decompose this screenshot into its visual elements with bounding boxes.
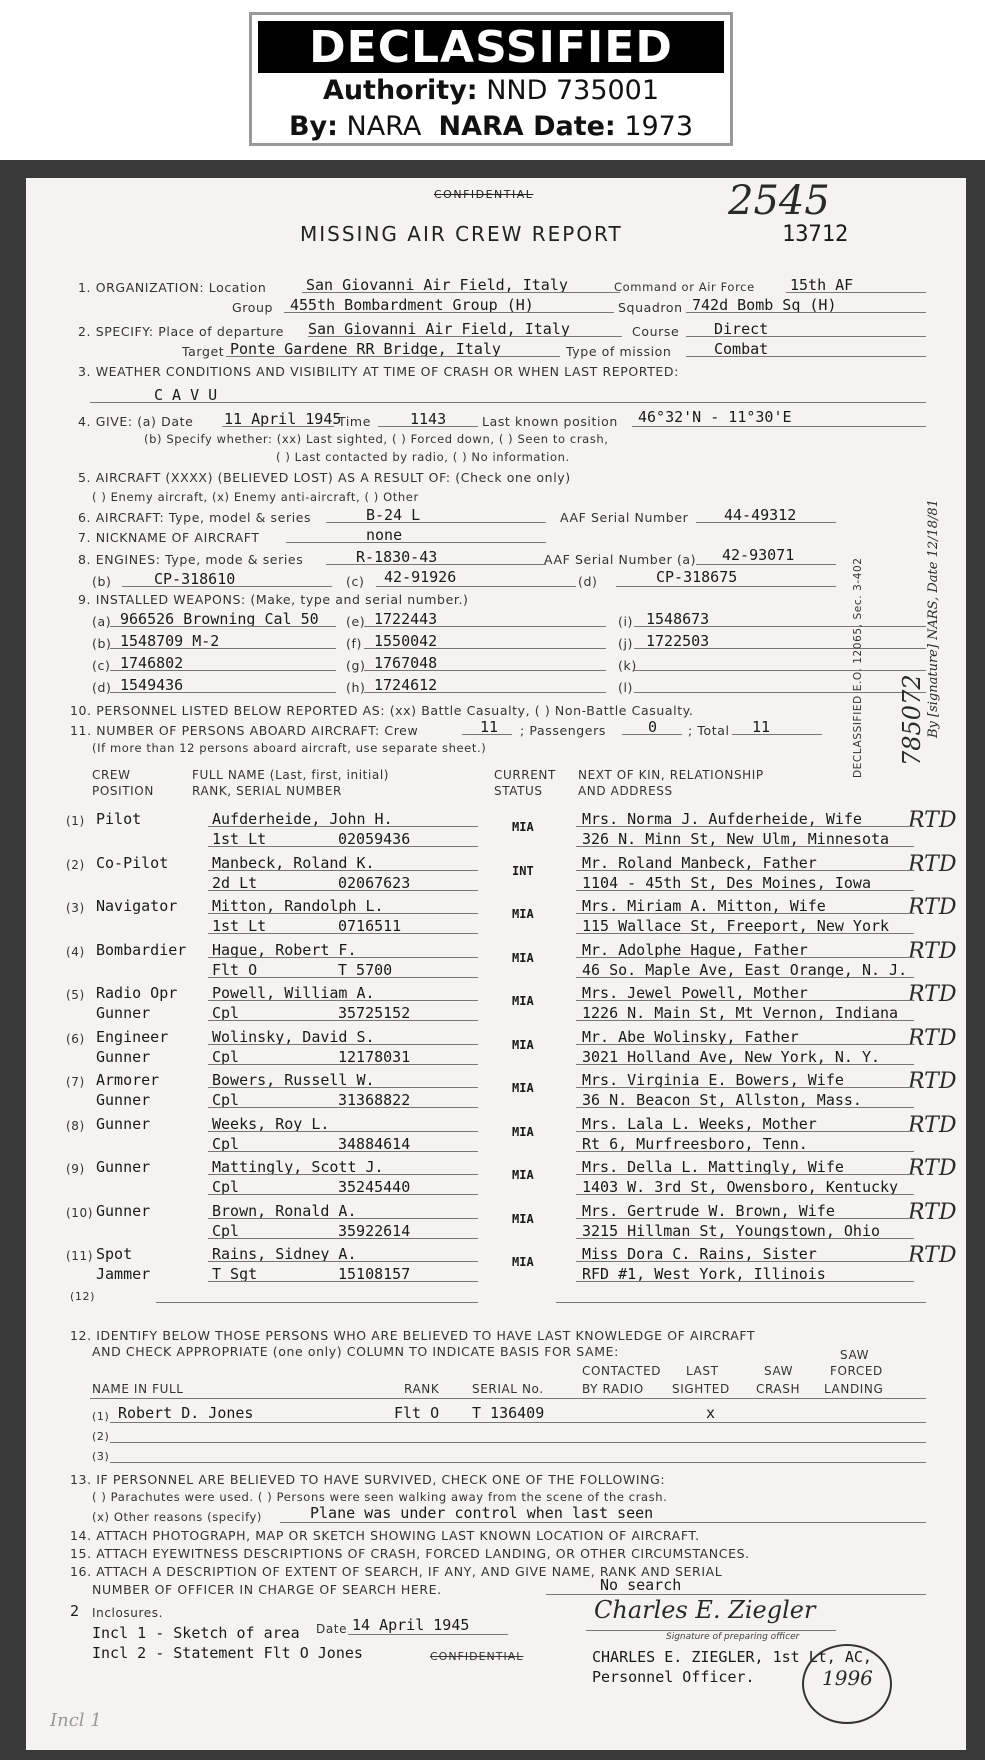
course-label: Course: [632, 324, 680, 339]
s12-row3-num: (3): [92, 1450, 110, 1463]
crew-name: Bowers, Russell W.: [212, 1071, 375, 1089]
officer-signature: Charles E. Ziegler: [594, 1596, 816, 1624]
engine-d-label: (d): [578, 574, 598, 589]
crew-rank: Flt O: [212, 960, 258, 979]
corner-note: Incl 1: [50, 1710, 102, 1731]
give-label: 4. GIVE: (a) Date: [78, 414, 194, 429]
crew-number: (4): [66, 944, 85, 959]
crew-position: Navigator: [96, 897, 178, 915]
crew-rtd-note: RTD: [908, 1025, 957, 1051]
weapon-label: (k): [618, 658, 637, 673]
crew-status: MIA: [512, 1255, 534, 1269]
weapon-label: (e): [346, 614, 366, 629]
other-reason-value: Plane was under control when last seen: [310, 1504, 654, 1522]
h-last: LAST: [686, 1364, 719, 1378]
total-label: ; Total: [688, 723, 730, 738]
crew-rtd-note: RTD: [908, 851, 957, 877]
target-label: Target: [182, 344, 225, 359]
mission-value: Combat: [714, 340, 769, 358]
footer-date-value: 14 April 1945: [352, 1616, 470, 1634]
crew-number: (10): [66, 1205, 94, 1220]
crew-address: 1403 W. 3rd St, Owensboro, Kentucky: [582, 1178, 899, 1196]
crew-number: (2): [66, 857, 85, 872]
specify-b: (b) Specify whether: (xx) Last sighted, ( ) Forced down, ( ) Seen to crash,: [144, 432, 609, 446]
weapon-label: (d): [92, 680, 112, 695]
crew-number: (1): [66, 814, 85, 828]
specify-label: 2. SPECIFY: Place of departure: [78, 324, 285, 339]
date-value: 11 April 1945: [224, 410, 342, 428]
engine-aaf-label: AAF Serial Number (a): [544, 552, 697, 567]
squadron-value: 742d Bomb Sq (H): [692, 296, 837, 314]
circled-number-text: 1996: [822, 1666, 873, 1690]
weather-label: 3. WEATHER CONDITIONS AND VISIBILITY AT TIME OF CRASH OR WHEN LAST REPORTED:: [78, 364, 679, 379]
nara-date-label: NARA Date:: [438, 111, 616, 142]
crew-number: (8): [66, 1118, 85, 1133]
stamp-title: DECLASSIFIED: [258, 21, 724, 73]
target-value: Ponte Gardene RR Bridge, Italy: [230, 340, 501, 358]
persons-label: 11. NUMBER OF PERSONS ABOARD AIRCRAFT: Crew: [70, 723, 419, 738]
crew-name: Hague, Robert F.: [212, 940, 357, 959]
engines-value: R-1830-43: [356, 548, 438, 566]
section12-line2: AND CHECK APPROPRIATE (one only) COLUMN TO INDICATE BASIS FOR SAME:: [92, 1344, 619, 1359]
section13-line3: (x) Other reasons (specify): [92, 1510, 263, 1524]
inclosure-1: Incl 1 - Sketch of area: [92, 1624, 300, 1642]
col-next-of-kin: NEXT OF KIN, RELATIONSHIP: [578, 768, 764, 782]
weapon-serial: 1550042: [374, 632, 438, 650]
weapon-label: (i): [618, 614, 634, 629]
crew-number: (3): [66, 901, 85, 915]
crew-serial: 0716511: [338, 917, 402, 935]
h-name-in-full: NAME IN FULL: [92, 1382, 184, 1396]
crew-rank: Cpl: [212, 1091, 240, 1109]
col-crew: CREW: [92, 768, 131, 782]
weapon-serial: 1724612: [374, 676, 438, 694]
crew-address: 3215 Hillman St, Youngstown, Ohio: [582, 1221, 881, 1240]
officer-name: CHARLES E. ZIEGLER, 1st Lt, AC,: [592, 1648, 872, 1666]
crew-name: Powell, William A.: [212, 984, 375, 1002]
weapon-serial: 1722443: [374, 610, 438, 628]
h-landing: LANDING: [824, 1382, 884, 1396]
crew-next-of-kin: Mrs. Miriam A. Mitton, Wife: [582, 897, 826, 915]
page-title: MISSING AIR CREW REPORT: [300, 222, 623, 246]
weapon-serial: 1722503: [646, 632, 710, 650]
engine-b-label: (b): [92, 574, 112, 589]
crew-address: Rt 6, Murfreesboro, Tenn.: [582, 1134, 808, 1153]
crew-status: MIA: [512, 1037, 534, 1052]
crew-number: (7): [66, 1075, 85, 1089]
crew-address: 1104 - 45th St, Des Moines, Iowa: [582, 873, 871, 892]
s12-row1-rank: Flt O: [394, 1404, 440, 1422]
weapon-label: (c): [92, 658, 111, 673]
section16-line2: NUMBER OF OFFICER IN CHARGE OF SEARCH HERE.: [92, 1582, 442, 1597]
crew-serial: 35725152: [338, 1004, 411, 1022]
crew-address: 1226 N. Main St, Mt Vernon, Indiana: [582, 1004, 899, 1022]
crew-serial: 31368822: [338, 1091, 411, 1109]
engines-label: 8. ENGINES: Type, mode & series: [78, 552, 304, 567]
weapon-serial: 1548673: [646, 610, 710, 628]
group-label: Group: [232, 300, 274, 315]
crew-name: Manbeck, Roland K.: [212, 853, 375, 872]
h-crash: CRASH: [756, 1382, 801, 1396]
section16-line1: 16. ATTACH A DESCRIPTION OF EXTENT OF SEARCH, IF ANY, AND GIVE NAME, RANK AND SERIAL: [70, 1564, 723, 1579]
crew-status: MIA: [512, 820, 534, 834]
col-current: CURRENT: [494, 768, 556, 782]
crew-next-of-kin: Mrs. Della L. Mattingly, Wife: [582, 1158, 844, 1176]
crew-number: (11): [66, 1249, 94, 1263]
crew-status: MIA: [512, 1211, 534, 1226]
crew-rtd-note: RTD: [908, 1069, 957, 1094]
crew-rtd-note: RTD: [908, 982, 957, 1007]
s12-row1-serial: T 136409: [472, 1404, 545, 1422]
col-status: STATUS: [494, 784, 543, 798]
crew-address: 3021 Holland Ave, New York, N. Y.: [582, 1047, 881, 1066]
officer-title: Personnel Officer.: [592, 1668, 755, 1686]
weapon-serial: 1767048: [374, 654, 438, 672]
crew-name: Aufderheide, John H.: [212, 810, 393, 828]
crew-next-of-kin: Mrs. Gertrude W. Brown, Wife: [582, 1201, 835, 1220]
crew-address: RFD #1, West York, Illinois: [582, 1265, 826, 1283]
personnel-label: 10. PERSONNEL LISTED BELOW REPORTED AS: (xx) Battle Casualty, ( ) Non-Battle Casualty.: [70, 703, 694, 718]
weapon-label: (l): [618, 680, 634, 695]
nara-date-value: 1973: [624, 111, 694, 142]
inclosures-label: Inclosures.: [92, 1606, 163, 1620]
report-number: 13712: [782, 222, 849, 247]
by-label: By:: [288, 111, 338, 142]
crew-status: MIA: [512, 1168, 534, 1182]
crew-next-of-kin: Mrs. Norma J. Aufderheide, Wife: [582, 810, 862, 828]
stamp-authority: [252, 73, 730, 109]
course-value: Direct: [714, 320, 769, 338]
s12-row1-num: (1): [92, 1410, 110, 1423]
section13-line2: ( ) Parachutes were used. ( ) Persons were seen walking away from the scene of the crash.: [92, 1490, 668, 1504]
crew-name: Wolinsky, David S.: [212, 1027, 375, 1046]
crew-rank: Cpl: [212, 1004, 240, 1022]
weapon-label: (b): [92, 636, 112, 651]
crew-position: Co-Pilot: [96, 853, 169, 872]
crew-position: Armorer: [96, 1071, 160, 1089]
crew-status: MIA: [512, 1081, 534, 1095]
handwritten-number: 2545: [728, 178, 830, 224]
command-label: Command or Air Force: [614, 280, 755, 294]
aircraft-aaf-label: AAF Serial Number: [560, 510, 689, 525]
footer-confidential: CONFIDENTIAL: [430, 1650, 524, 1663]
crew-address: 46 So. Maple Ave, East Orange, N. J.: [582, 960, 908, 979]
weapon-label: (j): [618, 636, 634, 651]
crew-position-2: Gunner: [96, 1047, 151, 1066]
crew-position-2: Jammer: [96, 1265, 151, 1283]
col-rank-serial: RANK, SERIAL NUMBER: [192, 784, 342, 798]
h-saw2: SAW: [840, 1348, 870, 1362]
section12-line1: 12. IDENTIFY BELOW THOSE PERSONS WHO ARE BELIEVED TO HAVE LAST KNOWLEDGE OF AIRCRAFT: [70, 1328, 756, 1343]
weapons-label: 9. INSTALLED WEAPONS: (Make, type and serial number.): [78, 592, 469, 607]
squadron-label: Squadron: [618, 300, 683, 315]
crew-name: Brown, Ronald A.: [212, 1201, 357, 1220]
crew-serial: 35922614: [338, 1221, 411, 1240]
specify-b2: ( ) Last contacted by radio, ( ) No information.: [276, 450, 570, 464]
col-address: AND ADDRESS: [578, 784, 673, 798]
org-label: 1. ORGANIZATION: Location: [78, 280, 267, 295]
crew-status: MIA: [512, 950, 534, 965]
col-full-name: FULL NAME (Last, first, initial): [192, 768, 390, 782]
crew-serial: 34884614: [338, 1134, 411, 1153]
engine-b-value: CP-318610: [154, 570, 236, 588]
s12-row1-sighted-mark: x: [706, 1404, 716, 1422]
crew-number: (6): [66, 1031, 85, 1046]
crew-rtd-note: RTD: [908, 1156, 957, 1181]
crew-status: MIA: [512, 907, 534, 921]
crew-rank: Cpl: [212, 1178, 240, 1196]
crew-address: 326 N. Minn St, New Ulm, Minnesota: [582, 830, 890, 848]
footer-date-label: Date: [316, 1622, 348, 1636]
engine-c-value: 42-91926: [384, 568, 457, 586]
crew-rank: 1st Lt: [212, 917, 267, 935]
crew-count: 11: [480, 718, 499, 736]
crew-number: (5): [66, 988, 85, 1002]
crew-rank: Cpl: [212, 1134, 240, 1153]
nickname-label: 7. NICKNAME OF AIRCRAFT: [78, 530, 260, 545]
weapon-label: (h): [346, 680, 366, 695]
aircraft-type-label: 6. AIRCRAFT: Type, model & series: [78, 510, 312, 525]
weapon-label: (g): [346, 658, 366, 673]
passengers-label: ; Passengers: [520, 723, 606, 738]
crew-row-12: (12): [70, 1290, 95, 1303]
by-value: NARA: [346, 111, 422, 142]
persons-note: (If more than 12 persons aboard aircraft, use separate sheet.): [92, 741, 487, 755]
crew-rtd-note: RTD: [908, 938, 957, 964]
weapon-label: (a): [92, 614, 112, 629]
crew-serial: 02059436: [338, 830, 411, 848]
crew-number: (9): [66, 1162, 85, 1176]
engine-a-value: 42-93071: [722, 546, 795, 564]
crew-next-of-kin: Mrs. Lala L. Weeks, Mother: [582, 1114, 817, 1133]
crew-rank: Cpl: [212, 1221, 240, 1240]
engine-d-value: CP-318675: [656, 568, 738, 586]
crew-serial: T 5700: [338, 960, 393, 979]
col-position: POSITION: [92, 784, 154, 798]
crew-rank: T Sgt: [212, 1265, 258, 1283]
crew-position: Gunner: [96, 1114, 151, 1133]
departure-value: San Giovanni Air Field, Italy: [308, 320, 570, 338]
crew-status: MIA: [512, 1124, 534, 1139]
crew-rank: 2d Lt: [212, 873, 258, 892]
crew-rtd-note: RTD: [908, 1243, 957, 1268]
h-rank: RANK: [404, 1382, 440, 1396]
mission-label: Type of mission: [566, 344, 672, 359]
crew-position: Gunner: [96, 1158, 151, 1176]
position-value: 46°32'N - 11°30'E: [638, 408, 792, 426]
crew-next-of-kin: Mr. Abe Wolinsky, Father: [582, 1027, 799, 1046]
declassified-stamp: [249, 12, 733, 146]
authority-value: NND 735001: [486, 75, 660, 106]
crew-position: Engineer: [96, 1027, 169, 1046]
crew-position-2: Gunner: [96, 1091, 151, 1109]
crew-rtd-note: RTD: [908, 1112, 957, 1138]
crew-status: INT: [512, 863, 534, 878]
crew-serial: 35245440: [338, 1178, 411, 1196]
s12-row1-name: Robert D. Jones: [118, 1404, 254, 1422]
crew-address: 36 N. Beacon St, Allston, Mass.: [582, 1091, 862, 1109]
margin-number: 785072: [898, 674, 926, 766]
crew-serial: 15108157: [338, 1265, 411, 1283]
aircraft-type-value: B-24 L: [366, 506, 421, 524]
crew-rtd-note: RTD: [908, 1199, 957, 1225]
section14: 14. ATTACH PHOTOGRAPH, MAP OR SKETCH SHOWING LAST KNOWN LOCATION OF AIRCRAFT.: [70, 1528, 700, 1543]
weapon-serial: 1548709 M-2: [120, 632, 220, 650]
weather-value: C A V U: [154, 386, 218, 404]
signature-caption: Signature of preparing officer: [666, 1632, 800, 1642]
h-contacted: CONTACTED: [582, 1364, 662, 1378]
section15: 15. ATTACH EYEWITNESS DESCRIPTIONS OF CRASH, FORCED LANDING, OR OTHER CIRCUMSTANCES.: [70, 1546, 750, 1561]
crew-position: Pilot: [96, 810, 142, 828]
crew-position-2: Gunner: [96, 1004, 151, 1022]
confidential-mark: CONFIDENTIAL: [434, 188, 534, 201]
s12-row2-num: (2): [92, 1430, 110, 1443]
passengers-count: 0: [648, 718, 658, 736]
crew-name: Rains, Sidney A.: [212, 1245, 357, 1263]
position-label: Last known position: [482, 414, 618, 429]
inclosure-count: 2: [70, 1602, 80, 1620]
inclosure-2: Incl 2 - Statement Flt O Jones: [92, 1644, 363, 1662]
crew-name: Mattingly, Scott J.: [212, 1158, 384, 1176]
crew-position: Bombardier: [96, 940, 187, 959]
h-saw: SAW: [764, 1364, 794, 1378]
stamp-by: [252, 109, 730, 145]
aircraft-lost-options: ( ) Enemy aircraft, (x) Enemy anti-aircraft, ( ) Other: [92, 490, 419, 504]
crew-next-of-kin: Mrs. Virginia E. Bowers, Wife: [582, 1071, 844, 1089]
crew-position: Gunner: [96, 1201, 151, 1220]
crew-address: 115 Wallace St, Freeport, New York: [582, 917, 890, 935]
crew-next-of-kin: Mr. Roland Manbeck, Father: [582, 853, 817, 872]
aircraft-aaf-value: 44-49312: [724, 506, 797, 524]
aircraft-lost-label: 5. AIRCRAFT (XXXX) (BELIEVED LOST) AS A RESULT OF: (Check one only): [78, 470, 571, 485]
crew-serial: 02067623: [338, 873, 411, 892]
org-location: San Giovanni Air Field, Italy: [306, 276, 568, 294]
weapon-serial: 1746802: [120, 654, 184, 672]
weapon-serial: 966526 Browning Cal 50: [120, 610, 319, 628]
crew-rtd-note: RTD: [908, 808, 957, 833]
crew-rtd-note: RTD: [908, 895, 957, 920]
crew-next-of-kin: Mrs. Jewel Powell, Mother: [582, 984, 808, 1002]
group-value: 455th Bombardment Group (H): [290, 296, 534, 314]
weapon-label: (f): [346, 636, 362, 651]
crew-status: MIA: [512, 994, 534, 1008]
h-serial: SERIAL No.: [472, 1382, 544, 1396]
crew-next-of-kin: Miss Dora C. Rains, Sister: [582, 1245, 817, 1263]
crew-next-of-kin: Mr. Adolphe Hague, Father: [582, 940, 808, 959]
crew-rank: Cpl: [212, 1047, 240, 1066]
total-count: 11: [752, 718, 771, 736]
time-label: Time: [338, 414, 371, 429]
authority-label: Authority:: [322, 75, 478, 106]
margin-declassified: DECLASSIFIED E.O. 12065, Sec. 3-402: [852, 557, 864, 778]
crew-name: Weeks, Roy L.: [212, 1114, 330, 1133]
crew-rank: 1st Lt: [212, 830, 267, 848]
crew-name: Mitton, Randolph L.: [212, 897, 384, 915]
h-forced: FORCED: [830, 1364, 883, 1378]
time-value: 1143: [410, 410, 447, 428]
crew-position: Radio Opr: [96, 984, 178, 1002]
engine-c-label: (c): [346, 574, 365, 589]
margin-by: By [signature] NARS, Date 12/18/81: [926, 499, 941, 738]
section13-line1: 13. IF PERSONNEL ARE BELIEVED TO HAVE SURVIVED, CHECK ONE OF THE FOLLOWING:: [70, 1472, 666, 1487]
crew-serial: 12178031: [338, 1047, 411, 1066]
crew-position: Spot: [96, 1245, 133, 1263]
search-value: No search: [600, 1576, 682, 1594]
report-page: [26, 178, 966, 1750]
nickname-value: none: [366, 526, 403, 544]
h-sighted: SIGHTED: [672, 1382, 730, 1396]
weapon-serial: 1549436: [120, 676, 184, 694]
h-by-radio: BY RADIO: [582, 1382, 644, 1396]
command-value: 15th AF: [790, 276, 854, 294]
